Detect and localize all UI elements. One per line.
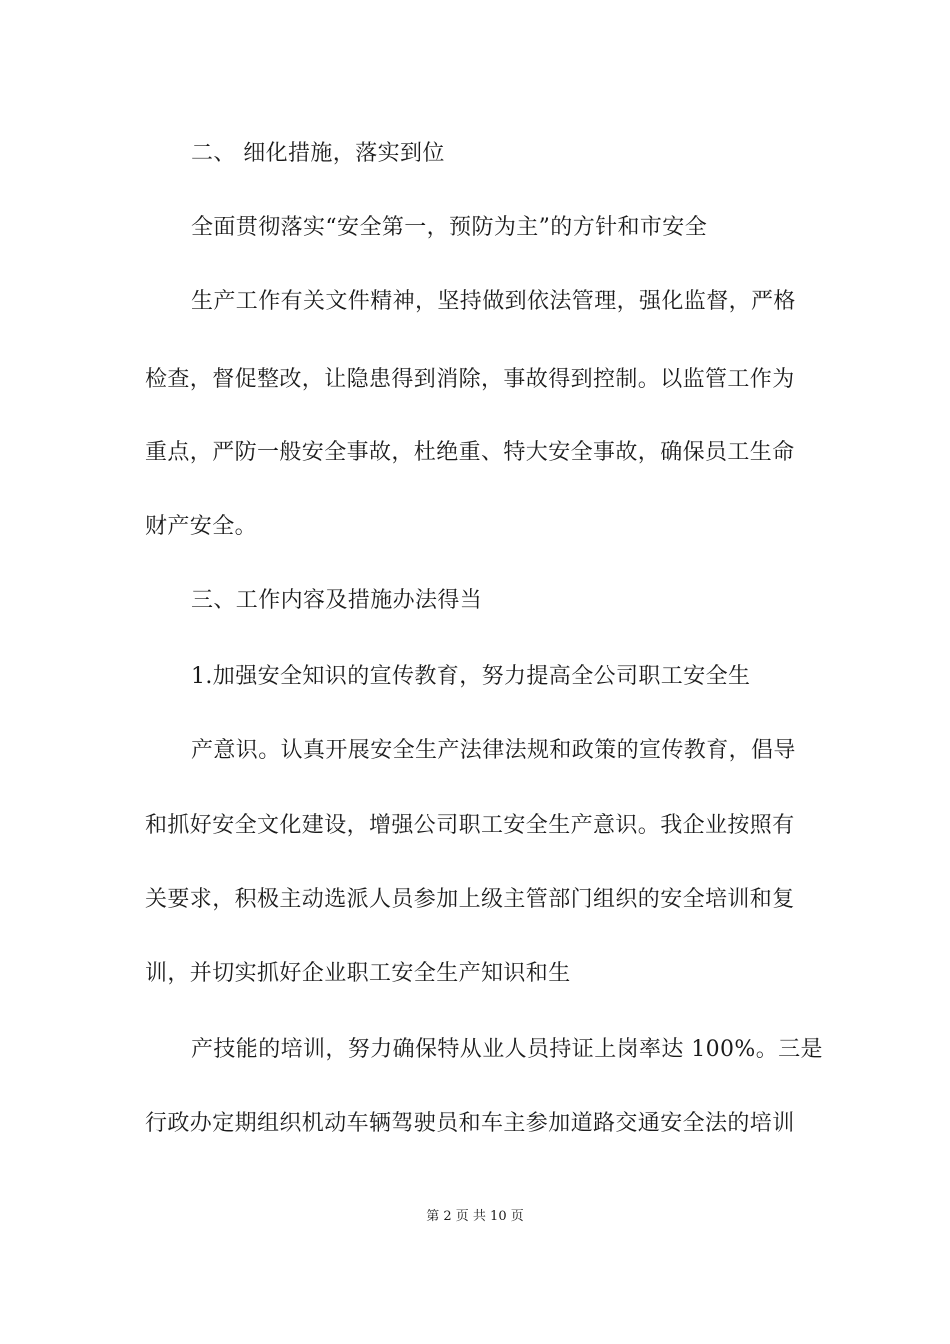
paragraph-line: 产技能的培训，努力确保特从业人员持证上岗率达 100%。三是 — [191, 1037, 823, 1062]
paragraph-line: 关要求，积极主动选派人员参加上级主管部门组织的安全培训和复 — [145, 887, 795, 912]
paragraph-line: 重点，严防一般安全事故，杜绝重、特大安全事故，确保员工生命 — [145, 440, 795, 465]
paragraph-line: 财产安全。 — [145, 514, 258, 539]
paragraph-line: 生产工作有关文件精神，坚持做到依法管理，强化监督，严格 — [191, 289, 796, 314]
paragraph-line: 检查，督促整改，让隐患得到消除，事故得到控制。以监管工作为 — [145, 367, 795, 392]
page-footer — [0, 1208, 950, 1226]
paragraph-line: 训，并切实抓好企业职工安全生产知识和生 — [145, 961, 571, 986]
paragraph-line: 行政办定期组织机动车辆驾驶员和车主参加道路交通安全法的培训 — [145, 1111, 795, 1136]
paragraph-line: 产意识。认真开展安全生产法律法规和政策的宣传教育，倡导 — [191, 738, 796, 763]
page-number-label: 第 2 页 共 10 页 — [426, 1209, 524, 1224]
paragraph-line: 和抓好安全文化建设，增强公司职工安全生产意识。我企业按照有 — [145, 813, 795, 838]
paragraph-line: 全面贯彻落实“安全第一，预防为主”的方针和市安全 — [191, 215, 708, 240]
heading-two: 二、 细化措施，落实到位 — [191, 141, 445, 166]
paragraph-line: 1.加强安全知识的宣传教育，努力提高全公司职工安全生 — [191, 664, 751, 689]
heading-three: 三、工作内容及措施办法得当 — [191, 588, 483, 613]
